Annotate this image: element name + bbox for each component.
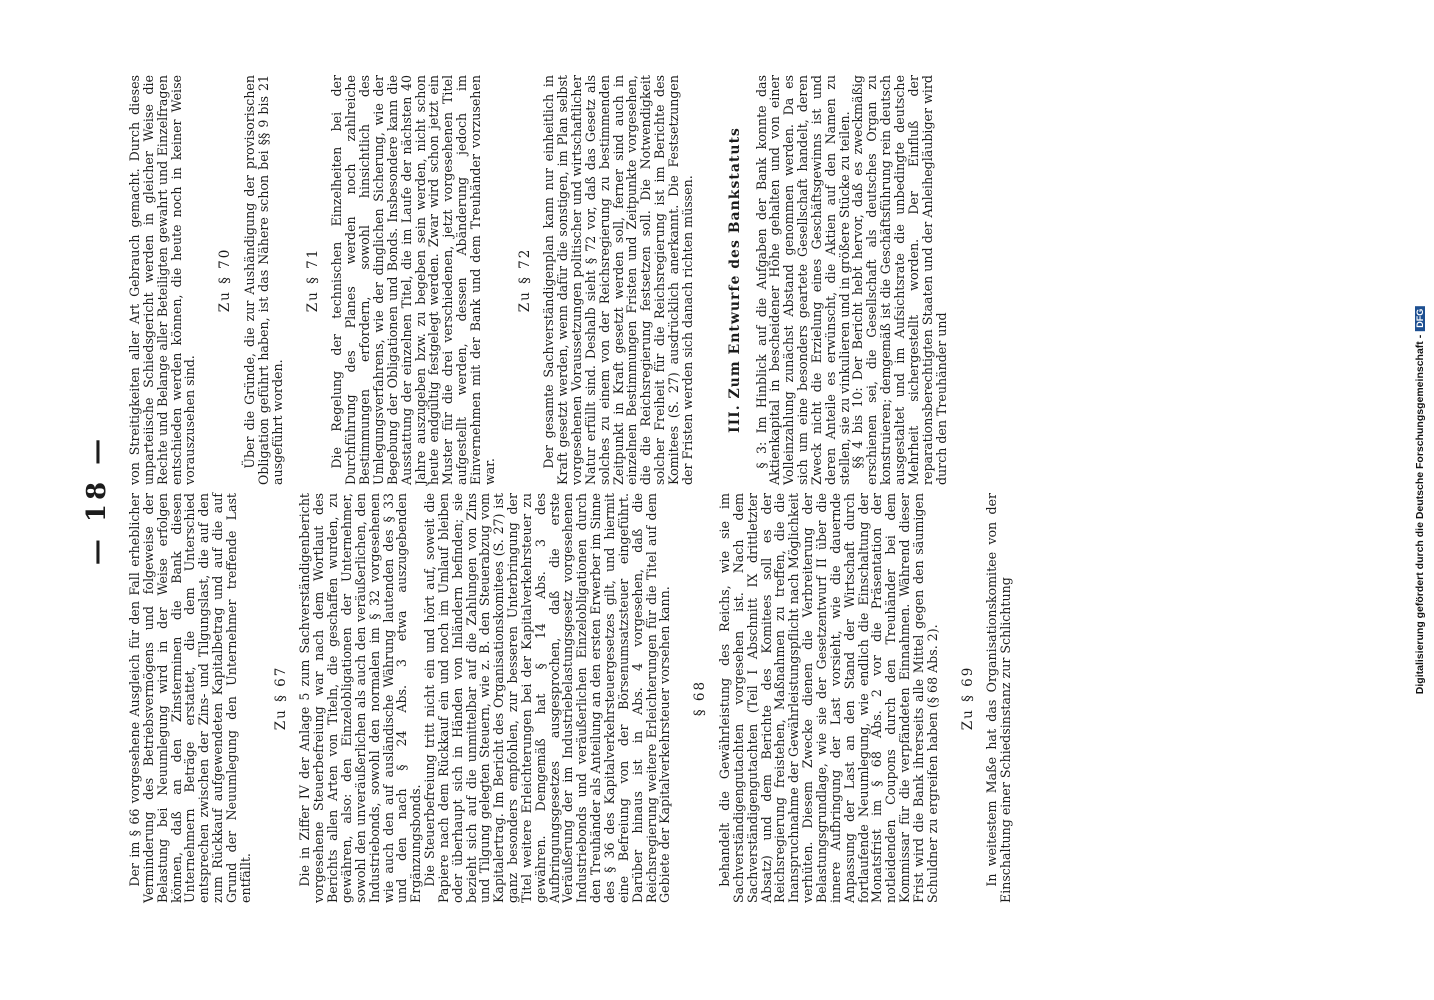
- paragraph: Die Steuerbefreiung tritt nicht ein und hört auf, soweit die Papiere nach dem Rückkauf ein und noch im Umlauf bleiben oder überhaupt sich in Händen von Inländern befinden; sie bezieht sich auf die unmittelbar auf die Zahlungen von Zins und Tilgung gelegten Steuern, wie z. B. den Steuerabzug vom Kapitalertrag. Im Bericht des Organisationskomitees (S. 27) ist ganz besonders empfohlen, zur besseren Unterbringung der Titel weitere Erleichterungen bei der Kapitalverkehrsteuer zu gewähren. Demgemäß hat § 14 Abs. 3 des Aufbringungsgesetzes ausgesprochen, daß die erste Veräußerung der im Industriebelastungsgesetz vorgesehenen Industriebonds und veräußerlichen Einzelobligationen durch den Treuhänder als Anteilung an den ersten Erwerber im Sinne des § 36 des Kapitalverkehrsteuergesetzes gilt, und hiermit eine Befreiung von der Börsenumsatzsteuer eingeführt. Darüber hinaus ist in Abs. 4 vorgesehen, daß die Reichsregierung weitere Erleichterungen für die Titel auf dem Gebiete der Kapitalverkehrsteuer vorsehen kann.: [422, 493, 673, 903]
- paragraph: Der im § 66 vorgesehene Ausgleich für den Fall erheblicher Verminderung des Betriebsvermögens und folgeweise der Belastung bei Neuumlegung wird in der Weise erfolgen können, daß an den Zinsterminen die Bank diesen Unternehmern Beträge erstattet, die dem Unterschied entsprechen zwischen der Zins- und Tilgungslast, die auf den zum Rückkauf aufgewendeten Kapitalbetrag und auf die auf Grund der Neuumlegung den Unternehmer treffende Last entfällt.: [127, 493, 253, 903]
- paragraph: In weitestem Maße hat das Organisationskomitee von der Einschaltung einer Schiedsinstanz zur Schlichtung: [984, 493, 1014, 903]
- section-heading-bankstatut: III. Zum Entwurfe des Bankstatuts: [726, 127, 743, 433]
- section-heading-71: Zu § 71: [304, 247, 321, 313]
- page-number: — 18 —: [82, 434, 112, 566]
- paragraph: behandelt die Gewährleistung des Reichs, wie sie im Sachverständigengutachten vorgesehen ist. Nach dem Sachverständigengutachten (Teil I Abschnitt IX drittletzter Absatz) und dem Berichte des Komitees soll es der Reichsregierung freistehen, Maßnahmen zu treffen, die die Inanspruchnahme der Gewährleistungspflicht nach Möglichkeit verhüten. Diesem Zwecke dienen die Verbreiterung der Belastungsgrundlage, wie sie der Gesetzentwurf II über die innere Aufbringung der Last vorsieht, wie die dauernde Anpassung der Last an den Stand der Wirtschaft durch fortlaufende Neuumlegung, wie endlich die Einschaltung der Monatsfrist im § 68 Abs. 2 vor die Präsentation der notleidenden Coupons durch den Treuhänder bei dem Kommissar für die verpfändeten Einnahmen. Während dieser Frist wird die Bank ihrerseits alle Mittel gegen den säumigen Schuldner zu ergreifen haben (§ 68 Abs. 2).: [717, 493, 940, 903]
- section-heading-70: Zu § 70: [217, 247, 234, 313]
- paragraph: Der gesamte Sachverständigenplan kann nur einheitlich in Kraft gesetzt werden, wenn dafür die sonstigen, im Plan selbst vorgesehenen Voraussetzungen politischer und wirtschaftlicher Natur erfüllt sind. Deshalb sieht § 72 vor, daß das Gesetz als solches zu einem von der Reichsregierung zu bestimmenden Zeitpunkt in Kraft gesetzt werden soll, ferner sind auch in einzelnen Bestimmungen Fristen und Zeitpunkte vorgesehen, die die Reichsregierung festsetzen soll. Die Notwendigkeit solcher Freiheit für die Reichsregierung ist im Berichte des Komitees (S. 27) ausdrücklich anerkannt. Die Festsetzungen der Fristen werden sich danach richten müssen.: [541, 75, 695, 485]
- paragraph: Die in Ziffer IV der Anlage 5 zum Sachverständigenbericht vorgesehene Steuerbefreiung war nach dem Wortlaut des Berichts allen Arten von Titeln, die geschaffen wurden, zu gewähren, also: den Einzelobligationen der Unternehmer, sowohl den unveräußerlichen als auch den veräußerlichen, den Industriebonds, sowohl den normalen im § 32 vorgesehenen wie auch den auf ausländische Währung lautenden des § 33 und den nach § 24 Abs. 3 etwa auszugebenden Ergänzungsbonds.: [297, 493, 424, 903]
- section-heading-67: Zu § 67: [272, 665, 289, 731]
- dfg-logo: DFG: [1415, 306, 1425, 331]
- left-column: [128, 493, 1013, 903]
- section-heading-68: § 68: [692, 679, 709, 717]
- paragraph: § 3: Im Hinblick auf die Aufgaben der Bank konnte das Aktienkapital in bescheidener Höhe gehalten und von einer Volleinzahlung zunächst Abstand genommen werden. Da es sich um eine besonders geartete Gesellschaft handelt, deren Zweck nicht die Erzielung eines Geschäftsgewinns ist und deren Anteile es erwünscht, die Aktien auf den Namen zu stellen, sie zu vinkulieren und in größere Stücke zu teilen.: [753, 75, 852, 485]
- digitization-sidebar: [1406, 0, 1434, 1000]
- paragraph: von Streitigkeiten aller Art Gebrauch gemacht. Durch dieses unparteiische Schiedsgericht werden in gleicher Weise die Rechte und Belange aller Beteiligten gewahrt und Einzelfragen entschieden werden können, die heute noch in keiner Weise vorauszusehen sind.: [127, 75, 198, 485]
- paragraph: Über die Gründe, die zur Aushändigung der provisorischen Obligation geführt haben, ist das Nähere schon bei §§ 9 bis 21 ausgeführt worden.: [242, 75, 285, 485]
- right-column: [128, 75, 948, 485]
- digitization-note-text: Digitalisierung gefördert durch die Deutsche Forschungsgemeinschaft -: [1414, 334, 1426, 695]
- digitization-note: [1414, 306, 1426, 694]
- section-heading-69: Zu § 69: [959, 665, 976, 731]
- paragraph: §§ 4 bis 10: Der Bericht hebt hervor, daß es zweckmäßig erschienen sei, die Gesellschaft als deutsches Organ zu konstruieren; demgemäß ist die Geschäftsführung rein deutsch ausgestaltet und im Aufsichtsrate die unbedingte deutsche Mehrheit sichergestellt worden. Der Einfluß der reparationsberechtigten Staaten und der Anleihegläubiger wird durch den Treuhänder und: [850, 75, 949, 485]
- section-heading-72: Zu § 72: [516, 247, 533, 313]
- paragraph: Die Regelung der technischen Einzelheiten bei der Durchführung des Planes werden noch zahlreiche Bestimmungen erfordern, sowohl hinsichtlich des Umlegungsverfahrens, wie der dinglichen Sicherung, wie der Begebung der Obligationen und Bonds. Insbesondere kann die Ausstattung der einzelnen Titel, die im Laufe der nächsten 40 Jahre auszugeben bzw. zu begeben sein werden, nicht schon heute endgültig festgelegt werden. Zwar wird schon jetzt ein Muster für die drei verschiedenen, jetzt vorgesehenen Titel aufgestellt werden, dessen Abänderung jedoch im Einvernehmen mit der Bank und dem Treuhänder vorzusehen war.: [329, 75, 497, 485]
